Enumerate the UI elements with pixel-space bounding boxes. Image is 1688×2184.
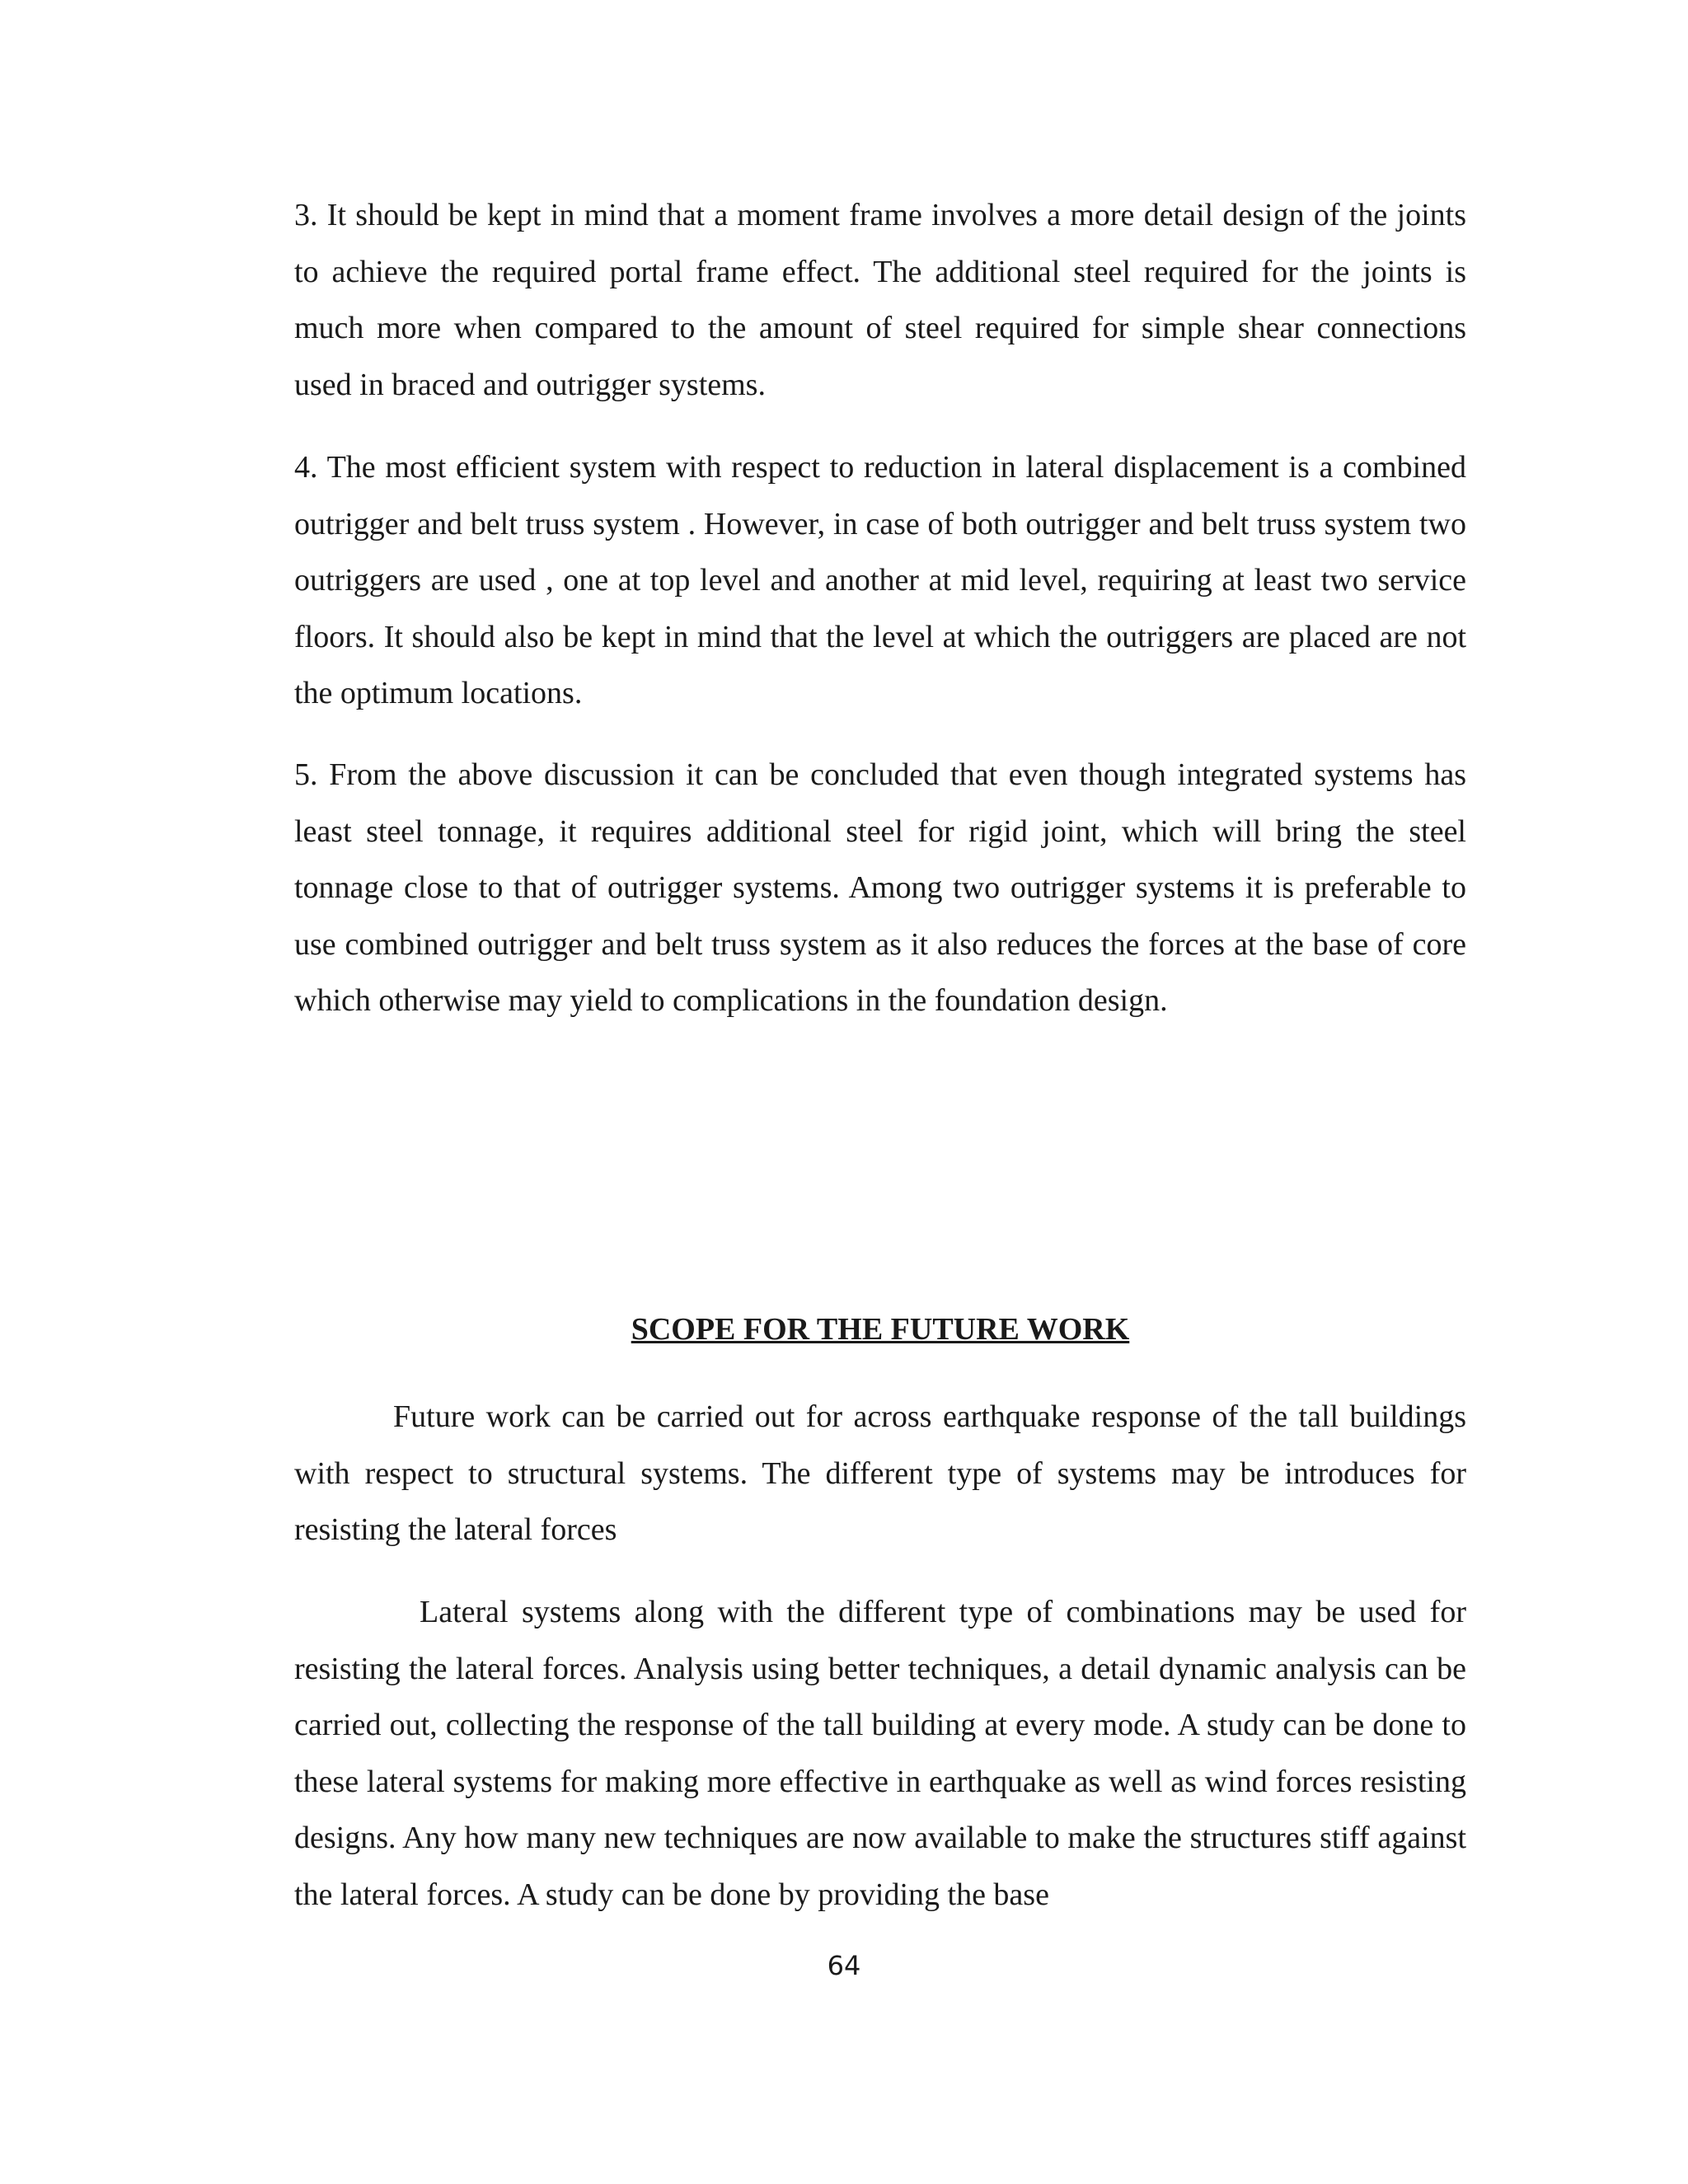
future-work-paragraph-1: Future work can be carried out for across earthquake response of the tall buildings with respect to structural systems. The different type of systems may be introduces for resisting the lateral forces <box>294 1399 1466 1547</box>
conclusion-item-4: 4. The most efficient system with respect to reduction in lateral displacement is a combined outrigger and belt truss system . However, in case of both outrigger and belt truss system two outriggers are used , one at top level and another at mid level, requiring at least two service floors. It should also be kept in mind that the level at which the outriggers are placed are not the optimum locations. <box>294 450 1466 710</box>
page-number: 64 <box>827 1950 861 1981</box>
future-work-heading: SCOPE FOR THE FUTURE WORK <box>631 1312 1130 1347</box>
conclusion-item-3: 3. It should be kept in mind that a moment frame involves a more detail design of the joints to achieve the required portal frame effect. The additional steel required for the joints is much more when compared to the amount of steel required for simple shear connections used in braced and outrigger systems. <box>294 198 1466 402</box>
future-work-paragraph-2: Lateral systems along with the different type of combinations may be used for resisting the lateral forces. Analysis using better techniques, a detail dynamic analysis can be carried out, collecting the response of the tall building at every mode. A study can be done to these lateral systems for making more effective in earthquake as well as wind forces resisting designs. Any how many new techniques are now available to make the structures stiff against the lateral forces. A study can be done by providing the base <box>294 1595 1466 1912</box>
conclusion-item-5: 5. From the above discussion it can be concluded that even though integrated systems has least steel tonnage, it requires additional steel for rigid joint, which will bring the steel tonnage close to that of outrigger systems. Among two outrigger systems it is preferable to use combined outrigger and belt truss system as it also reduces the forces at the base of core which otherwise may yield to complications in the foundation design. <box>294 757 1466 1018</box>
